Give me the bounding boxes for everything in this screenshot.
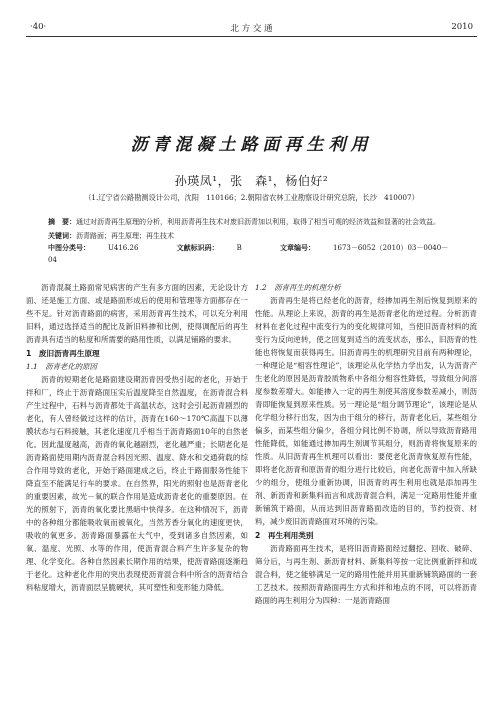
doc-code-value: B <box>236 244 242 252</box>
header-rule <box>26 36 477 37</box>
section-heading-1: 1 废旧沥青再生原理 <box>26 349 100 358</box>
intro-paragraph: 沥青混凝土路面常见病害的产生有多方面的因素，无论设计方面、还是施工方面、或是路面形成后的使用和管理等方面都存在一些不足。针对沥青路面的病害，采用沥青再生技术，可以充分利用旧料，通过选择适当的配比及新旧料掺和比例，使得调配后的再生沥青具有适当的粘度和所需要的路用性质，以满足铺路的要求。 <box>26 283 248 344</box>
paragraph-recycling-types: 沥青路面再生技术，是将旧沥青路面经过翻挖、回收、破碎、筛分后，与再生剂、新沥青材料、新集料等按一定比例重新拌和成混合料，使之能够满足一定的路用性能并用其重新铺筑路面的一套工艺技术。按照沥青路面再生方式和拌和地点的不同，可以将沥青路面的再生利用分为四种：一是沥青路面 <box>255 544 477 605</box>
abstract <box>48 216 458 228</box>
subsection-heading-1-2: 1.2 沥青再生的机理分析 <box>255 283 341 292</box>
keywords-label: 关键词： <box>48 232 76 240</box>
keywords <box>48 230 458 242</box>
clc-label: 中图分类号： <box>48 244 90 252</box>
left-column <box>26 281 248 594</box>
abstract-label: 摘 要： <box>48 218 76 226</box>
paragraph-regeneration-mechanism: 沥青再生是将已经老化的沥青，经掺加再生剂后恢复到原来的性能。从理论上来说，沥青的再生是沥青老化的逆过程。分析沥青材料在老化过程中流变行为的变化规律可知，当使旧沥青材料的流变行为反向逆转，使之回复到适当的流变状态，那么，旧沥青的性能也将恢复而获得再生。旧沥青再生的机理研究目前有两种理论，一种理论是“相容性理论”，该理论从化学热力学出发，认为沥青产生老化的原因是沥青胶质物系中各组分相容性降低，导致组分间溶度参数差增大。如能掺入一定的再生剂使其溶度参数差减小，则沥青即能恢复到原来性质。另一理论是“组分调节理论”，该理论是从化学组分移行出发，因为由于组分的移行，沥青老化后，某些组分偏多，而某些组分偏少，各组分间比例不协调，所以导致沥青路用性能降低，如能通过掺加再生剂调节其组分，则沥青将恢复原来的性质。从旧沥青再生机理可以看出：要使老化沥青恢复原有性能，即将老化沥青和原沥青的组分进行比较后，向老化沥青中加入所缺少的组分，使组分重新协调，旧沥青的再生利用也就是添加再生剂、新沥青和新集料而言和成沥青混合料，满足一定路用性能并重新铺筑于路面，从而达到旧沥青路面改造的目的，节约投资、材料，减少废旧沥青路面对环境的污染。 <box>255 296 477 526</box>
doc-code-label: 文献标识码： <box>176 244 219 252</box>
article-no-label: 文章编号： <box>280 244 316 252</box>
paragraph-aging-causes: 沥青的短期老化是路面建设期沥青因受热引起的老化，开始于拌和厂，终止于沥青路面压实后温度降至自然温度，在沥青混合料产生过程中，石料与沥青都处于高温状态，这时会引起沥青剧烈的老化，有人曾经做过这样的估计，沥青在160～170℃高温下以薄膜状态与石料接触，其老化速度几乎相当于沥青路面10年的自然老化。因此温度越高，沥青的氧化越剧烈，老化越严重；长期老化是沥青路面使用期内沥青混合料因光照、温度、降水和交通荷载的综合作用导致的老化，开始于路面建成之后，终止于路面服务性能下降直至不能满足行车的要求。在自然界，阳光的照射也是沥青老化的重要因素，故光－氧的联合作用是造成沥青老化的重要原因。在光的照射下，沥青的氧化要比黑暗中快得多。在这种情况下，沥青中的各种组分都能吸收氧而被氧化，当然芳香分氧化的速度更快，吸收的氧更多。沥青路面暴露在大气中，受到诸多自然因素，如氧、温度、光照、水等的作用，使沥青混合料产生许多复杂的物理、化学变化。各种自然因素长期作用的结果，使沥青路面逐渐趋于老化。这种老化作用的突出表现使沥青混合料中所含的沥青结合料粘度增大，沥青面层呈脆硬状，其可塑性和变形能力降低。 <box>26 375 248 592</box>
clc-value: U416.26 <box>108 244 139 252</box>
right-column <box>255 281 477 607</box>
year: 2010 <box>451 22 473 32</box>
abstract-block <box>48 216 458 266</box>
page-number: ·40· <box>30 22 47 32</box>
authors: 孙瑛凤¹，张 森¹，杨伯好² <box>174 174 329 188</box>
keywords-text: 沥青路面；再生原理；再生技术 <box>76 232 174 240</box>
journal-name: 北 方 交 通 <box>230 24 273 34</box>
affiliation: （1.辽宁省公路勘测设计公司，沈阳 110166；2.朝阳省农林工业勘察设计研究总院，长沙 410007） <box>84 193 419 202</box>
abstract-text: 通过对沥青再生原理的分析，利用沥青再生技术对废旧沥青加以利用，取得了相当可观的经济效益和显著的社会效益。 <box>76 218 440 226</box>
section-heading-2: 2 再生利用类别 <box>255 531 314 540</box>
article-title: 沥青混凝土路面再生利用 <box>130 135 373 155</box>
classification-line <box>48 242 458 266</box>
article-no-value: 1673－6052（2010）03－0040－04 <box>48 244 449 264</box>
subsection-heading-1-1: 1.1 沥青老化的原因 <box>26 362 97 371</box>
